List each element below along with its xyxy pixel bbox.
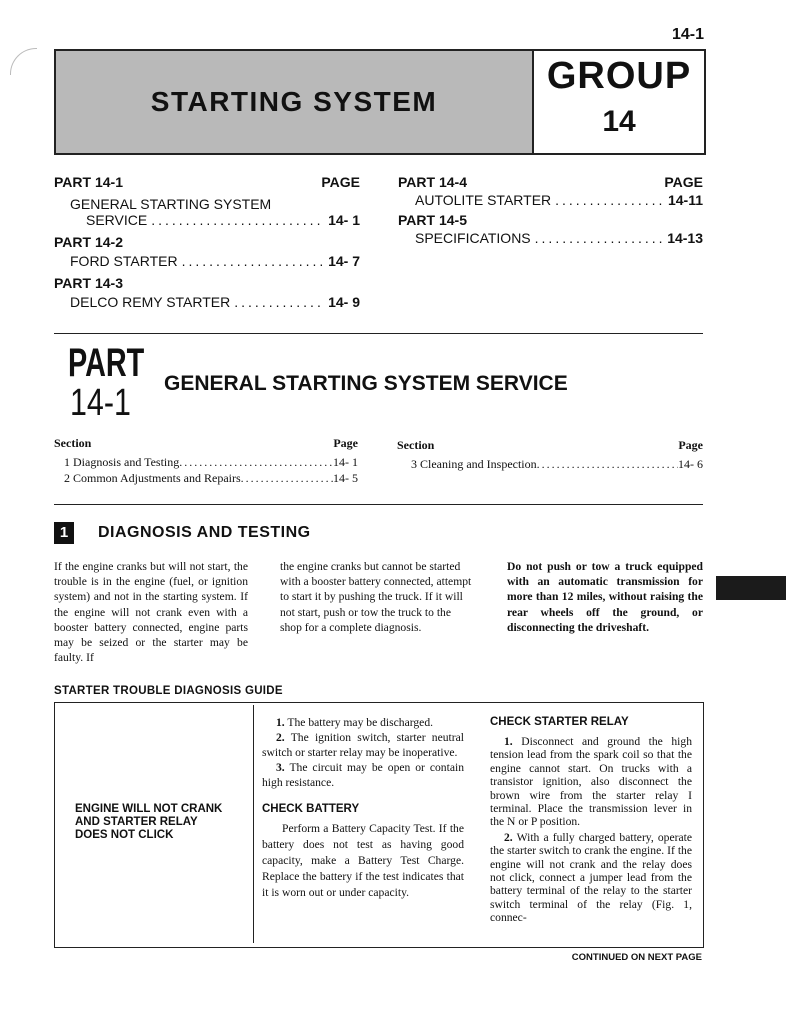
section-entry-page: 14- 1 <box>333 455 358 469</box>
group-number: 14 <box>602 105 636 138</box>
page-label: Page <box>678 438 703 452</box>
leader-dots <box>179 455 333 470</box>
cause-item <box>262 730 464 760</box>
check-relay-heading: CHECK STARTER RELAY <box>490 716 629 728</box>
toc-entry-title: DELCO REMY STARTER <box>70 294 231 310</box>
toc-part-heading: PART 14-4 <box>398 174 467 190</box>
continued-note: CONTINUED ON NEXT PAGE <box>571 952 702 963</box>
toc-entry-title: SPECIFICATIONS <box>415 230 531 246</box>
toc-entry-page: 14-13 <box>667 230 703 246</box>
toc-right <box>398 174 703 246</box>
toc-left <box>54 174 360 310</box>
body-text-col2: the engine cranks but cannot be started with a booster battery connected, attempt to start it by pushing the truck. If it will not start, push or tow the truck to the shop for a complete diagnosis. <box>280 560 472 634</box>
toc-entry[interactable] <box>54 253 360 269</box>
toc-entry-page: 14- 7 <box>328 253 360 269</box>
page-corner-mark <box>10 48 37 75</box>
toc-entry[interactable] <box>54 212 360 228</box>
cause-text: The battery may be discharged. <box>287 716 434 729</box>
toc-entry-page: 14-11 <box>667 192 703 208</box>
cause-number: 3. <box>276 761 285 774</box>
cause-text: The circuit may be open or contain high resistance. <box>262 761 464 789</box>
causes-cell <box>262 715 464 901</box>
page-number: 14-1 <box>671 26 704 43</box>
toc-entry-title: FORD STARTER <box>70 253 178 269</box>
divider <box>54 333 703 334</box>
toc-page-label: PAGE <box>664 174 703 190</box>
toc-entry-page: 14- 9 <box>328 294 360 310</box>
section-entry-page: 14- 6 <box>678 457 703 471</box>
toc-entry-title: SERVICE <box>86 212 148 228</box>
page-label: Page <box>333 436 358 450</box>
section-entry[interactable] <box>54 455 358 470</box>
toc-entry-page: 14- 1 <box>328 212 360 228</box>
chapter-title: STARTING SYSTEM <box>150 86 438 117</box>
section-entry[interactable] <box>54 471 358 486</box>
cause-number: 1. <box>276 716 285 729</box>
cause-item <box>262 715 464 730</box>
condition-text <box>75 803 222 842</box>
section-label: Section <box>397 438 435 452</box>
cause-text: The ignition switch, starter neutral switch or starter relay may be inoperative. <box>262 731 464 759</box>
condition-line: ENGINE WILL NOT CRANK <box>75 803 223 815</box>
check-battery-heading: CHECK BATTERY <box>262 803 360 815</box>
column-gap <box>479 703 480 947</box>
step-text: Disconnect and ground the high tension lead from the spark coil so that the engine cannot start. On trucks with a transistor ignition, also disconnect the brown wire from the starter relay I terminal. Place the transmission lever in the N or P position. <box>490 735 692 829</box>
guide-title: STARTER TROUBLE DIAGNOSIS GUIDE <box>54 685 283 697</box>
divider <box>54 504 703 505</box>
condition-cell <box>57 705 254 943</box>
group-label: GROUP <box>546 55 692 97</box>
toc-page-label: PAGE <box>321 174 360 190</box>
cause-item <box>262 760 464 790</box>
toc-entry-text[interactable]: GENERAL STARTING SYSTEM <box>70 196 272 212</box>
part-title: GENERAL STARTING SYSTEM SERVICE <box>164 372 568 395</box>
toc-leader-dots <box>151 212 324 228</box>
relay-step <box>490 831 692 925</box>
section-thumb-tab <box>716 576 786 600</box>
section-index-right <box>397 438 703 472</box>
section-entry-title: 1 Diagnosis and Testing <box>64 455 180 469</box>
toc-entry[interactable] <box>398 230 703 246</box>
relay-cell <box>490 715 692 925</box>
toc-part-heading: PART 14-3 <box>54 275 123 291</box>
section-entry[interactable] <box>397 457 703 472</box>
group-header <box>54 49 706 155</box>
condition-line: AND STARTER RELAY <box>75 816 198 828</box>
toc-entry-title: AUTOLITE STARTER <box>415 192 552 208</box>
section-index-left <box>54 436 358 486</box>
warning-text: Do not push or tow a truck equipped with an automatic transmission for more than 12 miles, without raising the rear wheels off the ground, or disconnecting the driveshaft. <box>507 560 703 634</box>
cause-number: 2. <box>276 731 285 744</box>
step-number: 2. <box>504 830 513 844</box>
body-text-col1: If the engine cranks but will not start, the trouble is in the engine (fuel, or ignition system) and not in the starting system. If the engine will not crank even with a booster battery connected, engine parts may be seized or the starter may be faulty. If <box>54 560 248 665</box>
part-word: PART <box>68 341 145 385</box>
section-number-badge: 1 <box>54 522 74 544</box>
diagnosis-table <box>54 702 704 948</box>
step-number: 1. <box>504 735 513 748</box>
leader-dots <box>537 457 678 472</box>
leader-dots <box>241 471 333 486</box>
check-battery-text: Perform a Battery Capacity Test. If the battery does not test as having good capacity, make a Battery Test Charge. Replace the battery if the test indicates that it is worn out or under capacity. <box>262 822 464 899</box>
section-heading: DIAGNOSIS AND TESTING <box>98 524 311 541</box>
toc-leader-dots <box>234 294 324 310</box>
step-text: With a fully charged battery, operate the starter switch to crank the engine. If the engine will not crank and the relay does not click, connect a jumper lead from the battery terminal of the relay to the starter switch terminal of the relay (Fig. 1, connec- <box>490 830 692 925</box>
section-label: Section <box>54 436 92 450</box>
condition-line: DOES NOT CLICK <box>75 829 174 841</box>
toc-leader-dots <box>535 230 664 246</box>
toc-leader-dots <box>555 192 664 208</box>
part-number: 14-1 <box>70 382 131 424</box>
toc-entry[interactable] <box>398 192 703 208</box>
section-entry-title: 2 Common Adjustments and Repairs <box>64 471 241 485</box>
toc-part-heading: PART 14-5 <box>398 212 467 228</box>
toc-part-heading: PART 14-1 <box>54 174 123 190</box>
section-entry-title: 3 Cleaning and Inspection <box>411 457 537 471</box>
relay-step <box>490 735 692 829</box>
toc-part-heading: PART 14-2 <box>54 234 123 250</box>
toc-leader-dots <box>182 253 324 269</box>
toc-entry[interactable] <box>54 294 360 310</box>
section-entry-page: 14- 5 <box>333 471 358 485</box>
